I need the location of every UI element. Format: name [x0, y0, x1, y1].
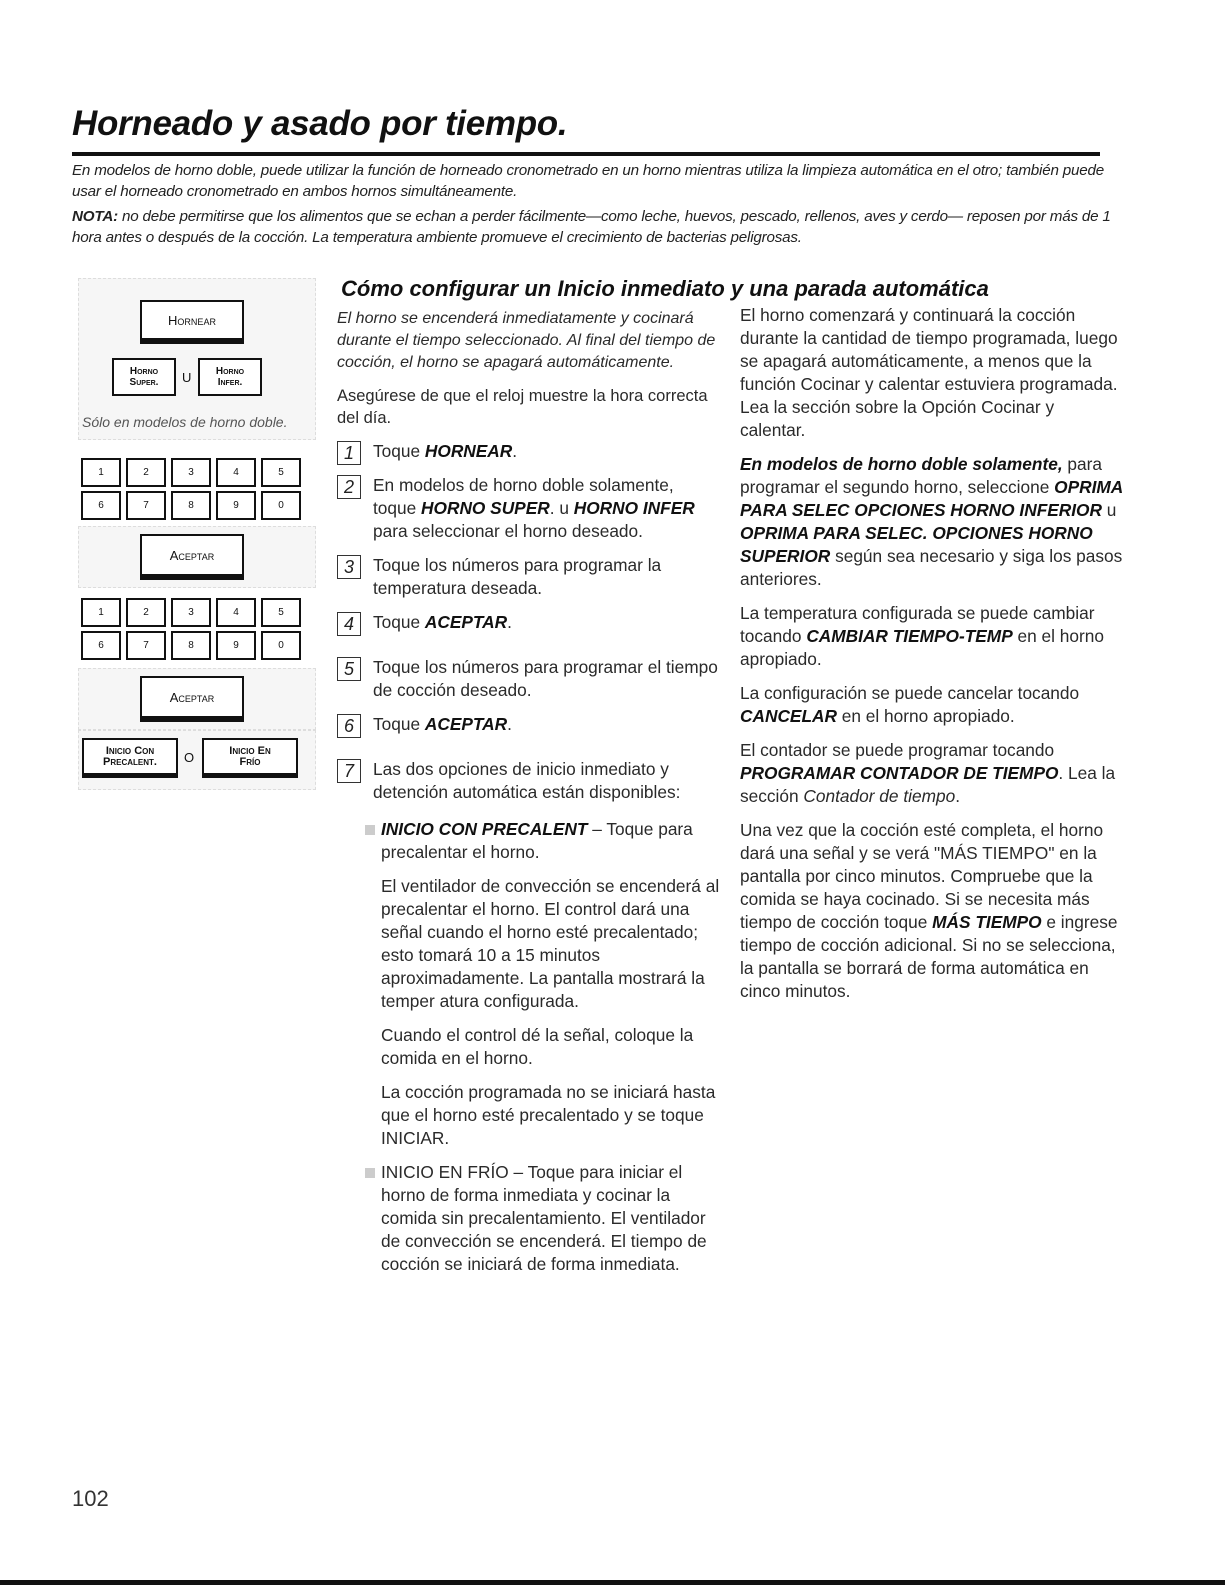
- text: e ingrese tiempo de cocción adicional. Si no se selecciona, la pantalla se borrará de forma automática en cinco minutos.: [740, 912, 1118, 1001]
- text: Una vez que la cocción esté completa, el horno dará una señal y se verá "MÁS TIEMPO" en la pantalla por cinco minutos. Compruebe que la comida se haya cocinado. Si se necesita más tiempo de cocción toque: [740, 820, 1104, 932]
- digit-key: 9: [216, 491, 256, 520]
- step-text: En modelos de horno doble solamente, toque: [373, 475, 674, 518]
- text: para programar el segundo horno, seleccione: [740, 454, 1103, 497]
- section-reference: Contador de tiempo: [803, 786, 956, 806]
- option-text: INICIO EN FRÍO – Toque para iniciar el horno de forma inmediata y cocinar la comida sin precalentamiento. El ventilador de convección se encenderá. El tiempo de cocción se iniciará de forma inmediata.: [381, 1162, 707, 1274]
- digit-key: 1: [81, 598, 121, 627]
- inicio-en-label-1: Inicio En: [229, 744, 271, 757]
- step-6: [337, 713, 721, 736]
- col2-p3: [740, 602, 1124, 671]
- note-label: NOTA:: [72, 208, 118, 225]
- inicio-con-precalent-key: [82, 738, 178, 778]
- keyword: MÁS TIEMPO: [932, 912, 1042, 932]
- note-paragraph: [72, 206, 1112, 248]
- digit-key: 2: [126, 458, 166, 487]
- step-text: . u: [549, 498, 574, 518]
- keyword: OPRIMA PARA SELEC OPCIONES HORNO INFERIOR: [740, 477, 1123, 520]
- instructions-column: [337, 308, 721, 1287]
- step-text: Toque los números para programar el tiempo de cocción deseado.: [373, 657, 718, 700]
- horno-super-label-1: Horno: [129, 366, 159, 377]
- step-keyword: ACEPTAR: [424, 612, 508, 632]
- step-keyword: HORNEAR: [424, 441, 513, 461]
- notes-column: [740, 304, 1124, 1014]
- digit-key: 6: [81, 631, 121, 660]
- aceptar-key: Aceptar: [140, 676, 244, 722]
- inicio-con-label-1: Inicio Con: [105, 744, 155, 757]
- step-5: [337, 656, 721, 702]
- section-heading: Cómo configurar un Inicio inmediato y una parada automática: [341, 276, 989, 301]
- col2-p5: [740, 739, 1124, 808]
- step-7: [337, 758, 721, 804]
- step-1: [337, 440, 721, 463]
- step-text: .: [512, 441, 518, 461]
- digit-key: 8: [171, 491, 211, 520]
- bullet-square-icon: [365, 1168, 375, 1178]
- or-o-label: O: [184, 750, 195, 765]
- inicio-con-label-2: Precalent.: [103, 755, 157, 768]
- digit-key: 1: [81, 458, 121, 487]
- keyword: OPRIMA PARA SELEC. OPCIONES HORNO SUPERIOR: [740, 523, 1093, 566]
- digit-key: 4: [216, 598, 256, 627]
- option-detail: El ventilador de convección se encenderá al precalentar el horno. El control dará una señal cuando el horno esté precalentado; esto tomará 10 a 15 minutos aproximadamente. La pantalla mostrará la temper atura configurada.: [381, 876, 720, 1011]
- step-4: [337, 611, 721, 634]
- step-2: [337, 474, 721, 543]
- horno-infer-label-1: Horno: [215, 366, 245, 377]
- step-number: 5: [337, 657, 361, 681]
- text: en el horno apropiado.: [740, 626, 1104, 669]
- text: . Lea la sección: [740, 763, 1116, 806]
- bullet-square-icon: [365, 825, 375, 835]
- step-text: .: [507, 714, 512, 734]
- digit-key: 3: [171, 598, 211, 627]
- option-detail: La cocción programada no se iniciará hasta que el horno esté precalentado y se toque INICIAR.: [381, 1082, 716, 1148]
- option-detail: Cuando el control dé la señal, coloque la comida en el horno.: [381, 1025, 694, 1068]
- digit-key: 0: [261, 631, 301, 660]
- col1-intro: El horno se encenderá inmediatamente y cocinará durante el tiempo seleccionado. Al final del tiempo de cocción, el horno se apagará automáticamente.: [337, 310, 716, 371]
- control-panel-illustration: [78, 278, 314, 790]
- keyword: PROGRAMAR CONTADOR DE TIEMPO: [740, 763, 1059, 783]
- col1-clock-note: Asegúrese de que el reloj muestre la hora correcta del día.: [337, 387, 708, 427]
- digit-key: 4: [216, 458, 256, 487]
- text: según sea necesario y siga los pasos anteriores.: [740, 546, 1123, 589]
- inicio-en-label-2: Frío: [239, 755, 261, 768]
- digit-key: 5: [261, 458, 301, 487]
- keyword: En modelos de horno doble solamente,: [740, 454, 1063, 474]
- step-number: 6: [337, 714, 361, 738]
- step-text: .: [507, 612, 512, 632]
- keyword: CAMBIAR TIEMPO-TEMP: [806, 626, 1013, 646]
- note-text: no debe permitirse que los alimentos que se echan a perder fácilmente—como leche, huevos, pescado, rellenos, aves y cerdo— reposen por más de 1 hora antes o después de la cocción. La temperatura ambiente promueve el crecimiento de bacterias peligrosas.: [72, 208, 1111, 246]
- horno-infer-key: [198, 358, 262, 396]
- inicio-en-frio-key: [202, 738, 298, 778]
- text: .: [955, 786, 961, 806]
- hornear-key: Hornear: [140, 300, 244, 344]
- step-text: Toque los números para programar la temperatura deseada.: [373, 555, 662, 598]
- digit-key: 3: [171, 458, 211, 487]
- page-title: Horneado y asado por tiempo.: [72, 104, 568, 143]
- col2-p1: El horno comenzará y continuará la cocción durante la cantidad de tiempo programada, luego se apagará automáticamente, a menos que la función Cocinar y calentar estuviera programada. Lea la sección sobre la Opción Cocinar y calentar.: [740, 305, 1118, 440]
- step-text: Toque: [373, 441, 425, 461]
- digit-key: 2: [126, 598, 166, 627]
- aceptar-key: Aceptar: [140, 534, 244, 580]
- option-inicio-en-frio: [359, 1161, 721, 1276]
- horno-super-label-2: Super.: [129, 377, 159, 388]
- col2-p4: [740, 682, 1124, 728]
- step-text: Las dos opciones de inicio inmediato y detención automática están disponibles:: [373, 759, 681, 802]
- horno-super-key: [112, 358, 176, 396]
- step-number: 7: [337, 759, 361, 783]
- step-number: 2: [337, 475, 361, 499]
- step-keyword: ACEPTAR: [424, 714, 508, 734]
- text: La temperatura configurada se puede cambiar tocando: [740, 603, 1095, 646]
- col2-p6: [740, 819, 1124, 1003]
- option-text: – Toque para precalentar el horno.: [381, 819, 693, 862]
- digit-key: 5: [261, 598, 301, 627]
- step-keyword: HORNO SUPER: [421, 498, 550, 518]
- digit-key: 0: [261, 491, 301, 520]
- intro-paragraph: En modelos de horno doble, puede utilizar la función de horneado cronometrado en un horno mientras utiliza la limpieza automática en el otro; también puede usar el horneado cronometrado en ambos hornos simultáneamente.: [72, 162, 1104, 200]
- option-inicio-con-precalent: [359, 818, 721, 864]
- text: u: [1101, 500, 1117, 520]
- step-keyword: HORNO INFER: [573, 498, 695, 518]
- text: El contador se puede programar tocando: [740, 740, 1055, 760]
- step-text: Toque: [373, 612, 425, 632]
- step-number: 4: [337, 612, 361, 636]
- keyword: CANCELAR: [740, 706, 837, 726]
- option-keyword: INICIO CON PRECALENT: [381, 819, 588, 839]
- step-number: 1: [337, 441, 361, 465]
- panel-caption: Sólo en modelos de horno doble.: [82, 414, 288, 430]
- digit-key: 7: [126, 631, 166, 660]
- page-number: 102: [72, 1486, 109, 1511]
- digit-key: 7: [126, 491, 166, 520]
- text: en el horno apropiado.: [836, 706, 1015, 726]
- bottom-rule: [0, 1580, 1225, 1585]
- digit-key: 8: [171, 631, 211, 660]
- text: La configuración se puede cancelar tocando: [740, 683, 1080, 703]
- step-text: para seleccionar el horno deseado.: [373, 521, 643, 541]
- col2-p2: [740, 453, 1124, 591]
- title-rule: [72, 152, 1100, 156]
- digit-key: 6: [81, 491, 121, 520]
- step-3: [337, 554, 721, 600]
- step-number: 3: [337, 555, 361, 579]
- digit-key: 9: [216, 631, 256, 660]
- step-text: Toque: [373, 714, 425, 734]
- horno-infer-label-2: Infer.: [217, 377, 243, 388]
- or-u-label: U: [182, 370, 192, 385]
